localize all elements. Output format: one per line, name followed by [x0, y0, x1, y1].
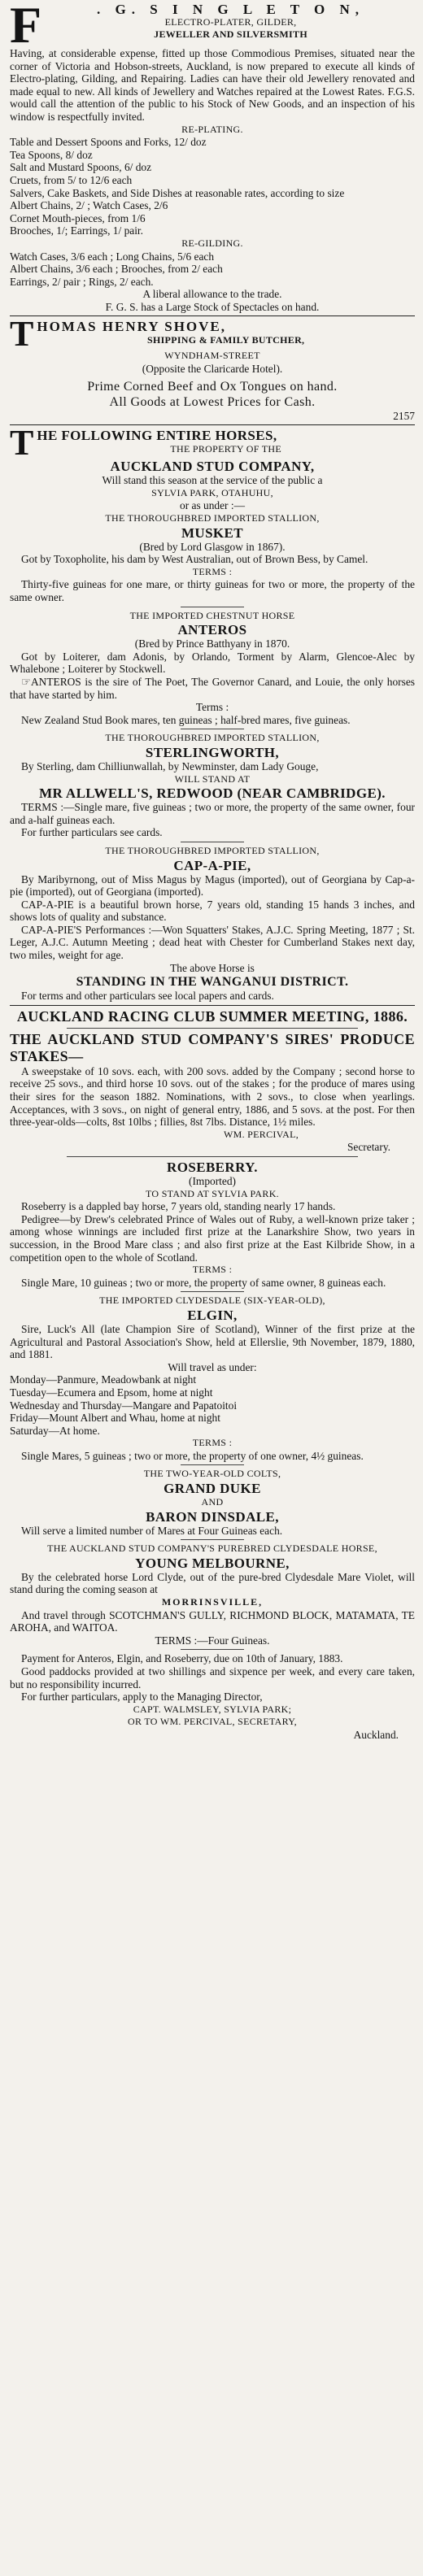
signer-name: WM. PERCIVAL, — [223, 1128, 299, 1140]
section-divider — [181, 1539, 244, 1540]
ownership-line: THE PROPERTY OF THE — [170, 443, 282, 455]
horse-heading: THE AUCKLAND STUD COMPANY'S PUREBRED CLYDESDALE HORSE, — [47, 1543, 377, 1555]
terms-paragraph: Single Mare, 10 guineas ; two or more, the property of same owner, 8 guineas each. — [21, 1276, 386, 1289]
section-divider — [67, 1028, 358, 1029]
horse-heading: THE IMPORTED CLYDESDALE (SIX-YEAR-OLD), — [99, 1295, 325, 1307]
pedigree-paragraph: Pedigree—by Drew's celebrated Prince of Wales out of Ruby, a well-known prize taker ; among whose winnings are included first prize at the Lanarkshire Show, two years in succession, in the Brood Mare class ; and also first prize at the East Kilbride Show, in a competition open to the whole of Scotland. — [10, 1212, 415, 1264]
racing-club-advertisement — [10, 1008, 415, 1154]
drop-cap: T — [10, 314, 34, 355]
horse-heading: THE THOROUGHBRED IMPORTED STALLION, — [105, 844, 320, 856]
contact-name: OR TO WM. PERCIVAL, SECRETARY, — [128, 1716, 297, 1728]
regilding-list — [10, 250, 415, 314]
pedigree-paragraph: Got by Toxopholite, his dam by West Australian, out of Brown Bess, by Camel. — [21, 553, 368, 566]
section-heading: RE-GILDING. — [181, 237, 243, 249]
drop-cap: T — [10, 423, 34, 463]
meeting-title: AUCKLAND RACING CLUB SUMMER MEETING, 1886. — [16, 1007, 408, 1025]
further-line: For terms and other particulars see local papers and cards. — [21, 990, 274, 1003]
signer-title: Secretary. — [347, 1141, 390, 1154]
pedigree-paragraph: Sire, Luck's All (late Champion Sire of Scotland), Winner of the first prize at the Agricultural and Pastoral Association's Show, held at Ellerslie, 9th November, 1879, 1880, and 1881. — [10, 1322, 415, 1361]
stand-place: MR ALLWELL'S, REDWOOD (NEAR CAMBRIDGE). — [39, 785, 386, 802]
price-line: Albert Chains, 3/6 each ; Brooches, from 2/ each — [10, 263, 223, 276]
horse-name: MUSKET — [181, 524, 244, 541]
will-stand-line: WILL STAND AT — [174, 772, 251, 785]
stand-place: STANDING IN THE WANGANUI DISTRICT. — [76, 975, 349, 990]
paddock-paragraph: Good paddocks provided at two shillings and sixpence per week, and every care taken, but no responsibility incurred. — [10, 1665, 415, 1690]
horse-name: STERLINGWORTH, — [145, 744, 280, 760]
terms-heading: TERMS : — [192, 565, 233, 577]
trade-line: SHIPPING & FAMILY BUTCHER, — [146, 334, 305, 346]
contact-paragraph: For further particulars, apply to the Managing Director, — [21, 1690, 263, 1704]
pedigree-paragraph: By the celebrated horse Lord Clyde, out of the pure-bred Clydesdale Mare Violet, will stand during the coming season at — [10, 1570, 415, 1596]
horse-name: ELGIN, — [187, 1307, 238, 1323]
section-divider — [181, 1464, 244, 1465]
price-line: Table and Dessert Spoons and Forks, 12/ doz — [10, 136, 207, 149]
cap-a-pie-section — [10, 845, 415, 1003]
pedigree-paragraph: By Sterling, dam Chilliunwallah, by Newminster, dam Lady Gouge, — [21, 759, 319, 772]
travel-line: Tuesday—Ecumera and Epsom, home at night — [10, 1386, 213, 1399]
horse-name: BARON DINSDALE, — [146, 1508, 279, 1525]
company-name: AUCKLAND STUD COMPANY, — [110, 459, 315, 475]
address-note: (Opposite the Claricarde Hotel). — [142, 363, 283, 376]
horse-name: ROSEBERRY. — [167, 1160, 258, 1175]
trade-line: ELECTRO-PLATER, GILDER, — [164, 15, 297, 28]
description-paragraph: Roseberry is a dappled bay horse, 7 years old, standing nearly 17 hands. — [21, 1200, 336, 1213]
sterlingworth-section — [10, 732, 415, 839]
section-heading: RE-PLATING. — [181, 123, 243, 135]
horse-name: ANTEROS — [177, 622, 247, 638]
price-line: Watch Cases, 3/6 each ; Long Chains, 5/6 each — [10, 250, 215, 263]
anteros-section — [10, 610, 415, 727]
horse-heading: THE IMPORTED CHESTNUT HORSE — [129, 609, 295, 621]
goods-line: Prime Corned Beef and Ox Tongues on hand. — [87, 379, 338, 394]
terms-paragraph: TERMS :—Four Guineas. — [155, 1634, 270, 1647]
price-line: Cruets, from 5/ to 12/6 each — [10, 173, 133, 186]
business-name: HOMAS HENRY SHOVE, — [37, 319, 227, 335]
drop-cap: F — [10, 0, 42, 54]
terms-paragraph: Thirty-five guineas for one mare, or thirty guineas for two or more, the property of the same owner. — [10, 578, 415, 603]
horse-name: CAP-A-PIE, — [173, 857, 251, 873]
price-line: Salvers, Cake Baskets, and Side Dishes at reasonable rates, according to size — [10, 186, 345, 199]
contact-name: CAPT. WALMSLEY, SYLVIA PARK; — [133, 1703, 292, 1715]
horse-name: GRAND DUKE — [164, 1481, 261, 1497]
stakes-title: THE AUCKLAND STUD COMPANY'S SIRES' PRODUCE STAKES— — [10, 1030, 415, 1064]
terms-heading: TERMS : — [192, 1437, 233, 1449]
or-under-line: or as under :— — [180, 499, 245, 512]
stand-line: Will stand this season at the service of the public a — [102, 474, 323, 487]
horse-heading: THE THOROUGHBRED IMPORTED STALLION, — [105, 732, 320, 744]
breeding-line: (Bred by Lord Glasgow in 1867). — [139, 540, 286, 553]
horse-name: YOUNG MELBOURNE, — [135, 1555, 290, 1571]
price-line: Earrings, 2/ pair ; Rings, 2/ each. — [10, 275, 154, 288]
roseberry-section — [10, 1160, 415, 1289]
payment-section — [10, 1652, 415, 1741]
terms-heading: Terms : — [195, 701, 229, 714]
stud-horses-advertisement — [10, 423, 415, 1003]
terms-paragraph: Will serve a limited number of Mares at Four Guineas each. — [21, 1524, 283, 1537]
young-melbourne-section — [10, 1543, 415, 1647]
section-divider — [181, 1649, 244, 1650]
terms-paragraph: TERMS :—Single mare, five guineas ; two or more, the property of the same owner, four and a-half guineas each. — [10, 801, 415, 826]
price-line: F. G. S. has a Large Stock of Spectacles on hand. — [105, 300, 320, 313]
stakes-paragraph: A sweepstake of 10 sovs. each, with 200 sovs. added by the Company ; second horse to receive 25 sovs., and third horse 10 sovs. out of the stakes ; for the produce of mares using their sires for the season 1882. Nominations, with 2 sovs., to close when yearlings. Acceptances, with 3 sovs., on night of general entry, 1886, and 5 sovs. at the post. For then three-year-olds—colts, 8st 10lbs ; fillies, 8st 7lbs. Distance, 1½ miles. — [10, 1064, 415, 1129]
terms-heading: TERMS : — [192, 1264, 233, 1276]
pedigree-paragraph: By Maribyrnong, out of Miss Magus by Magus (imported), out of Georgiana by Cap-a-pie (imported), out of Georgiana (imported). — [10, 872, 415, 899]
pedigree-paragraph: Got by Loiterer, dam Adonis, by Orlando, Torment by Alarm, Glencoe-Alec by Whalebone ; Loiterer by Stockwell. — [10, 650, 415, 676]
ad-title: HE FOLLOWING ENTIRE HORSES, — [37, 428, 277, 444]
shove-advertisement — [10, 314, 415, 422]
intro-paragraph: Having, at considerable expense, fitted up those Commodious Premises, situated near the corner of Victoria and Hobson-streets, Auckland, is now prepared to execute all kinds of Electro-plating, Gilding, and Repairing. Ladies can have their old Jewellery renovated and made equal to new. All kinds of Jewellery and Watches repaired at the Lowest Rates. F.G.S. would call the attention of the public to his Stock of New Goods, and an inspection of his window is respectfully invited. — [10, 47, 415, 123]
imported-line: (Imported) — [188, 1175, 236, 1187]
terms-paragraph: Single Mares, 5 guineas ; two or more, the property of one owner, 4½ guineas. — [21, 1449, 364, 1462]
contact-place: Auckland. — [353, 1728, 399, 1741]
colts-section — [10, 1468, 415, 1537]
price-line: Cornet Mouth-pieces, from 1/6 — [10, 211, 146, 224]
musket-section — [10, 512, 415, 604]
trade-line: JEWELLER AND SILVERSMITH — [154, 28, 307, 41]
elgin-section — [10, 1295, 415, 1462]
goods-line: All Goods at Lowest Prices for Cash. — [109, 394, 316, 409]
description-paragraph: CAP-A-PIE is a beautiful brown horse, 7 years old, standing 15 hands 3 inches, and shows lots of quality and substance. — [10, 898, 415, 924]
price-line: Tea Spoons, 8/ doz — [10, 148, 93, 161]
travel-paragraph: And travel through SCOTCHMAN'S GULLY, RICHMOND BLOCK, MATAMATA, TE AROHA, and WAITOA. — [10, 1608, 415, 1634]
breeding-line: (Bred by Prince Batthyany in 1870. — [134, 637, 290, 651]
travel-list — [10, 1373, 415, 1437]
business-name: . G. S I N G L E T O N, — [97, 2, 365, 17]
column-rule — [10, 315, 415, 316]
replating-list — [10, 136, 415, 237]
travel-line: Wednesday and Thursday—Mangare and Papatoitoi — [10, 1399, 238, 1412]
column-rule — [10, 424, 415, 425]
price-line: Salt and Mustard Spoons, 6/ doz — [10, 161, 152, 174]
price-line: Brooches, 1/; Earrings, 1/ pair. — [10, 224, 144, 237]
further-line: For further particulars see cards. — [21, 826, 163, 839]
above-line: The above Horse is — [170, 961, 255, 974]
place-line: SYLVIA PARK, OTAHUHU, — [151, 486, 273, 498]
price-line: Albert Chains, 2/ ; Watch Cases, 2/6 — [10, 199, 168, 212]
price-line: A liberal allowance to the trade. — [142, 288, 282, 301]
ad-number: 2157 — [393, 409, 415, 422]
stand-place: TO STAND AT SYLVIA PARK. — [146, 1187, 279, 1199]
sire-paragraph: ☞ANTEROS is the sire of The Poet, The Governor Canard, and Louie, the only horses that have started by him. — [10, 675, 415, 701]
street-line: WYNDHAM-STREET — [164, 350, 260, 362]
singleton-advertisement — [10, 0, 415, 313]
performance-paragraph: CAP-A-PIE'S Performances :—Won Squatters' Stakes, A.J.C. Spring Meeting, 1877 ; St. Leger, A.J.C. Autumn Meeting ; dead heat with Chester for Cumberland Stakes next day, two miles, weight for age. — [10, 923, 415, 962]
horse-heading: THE THOROUGHBRED IMPORTED STALLION, — [105, 512, 320, 524]
payment-paragraph: Payment for Anteros, Elgin, and Roseberry, due on 10th of January, 1883. — [21, 1652, 343, 1665]
column-rule — [10, 1005, 415, 1006]
travel-line: Monday—Panmure, Meadowbank at night — [10, 1373, 197, 1386]
travel-heading: Will travel as under: — [168, 1360, 257, 1373]
stand-place: MORRINSVILLE, — [161, 1596, 264, 1608]
terms-paragraph: New Zealand Stud Book mares, ten guineas ; half-bred mares, five guineas. — [21, 713, 351, 726]
horse-heading: THE TWO-YEAR-OLD COLTS, — [143, 1468, 281, 1480]
section-divider — [67, 1156, 358, 1157]
and-line: AND — [201, 1496, 224, 1508]
travel-line: Saturday—At home. — [10, 1424, 100, 1437]
section-divider — [181, 1291, 244, 1292]
travel-line: Friday—Mount Albert and Whau, home at night — [10, 1412, 220, 1425]
